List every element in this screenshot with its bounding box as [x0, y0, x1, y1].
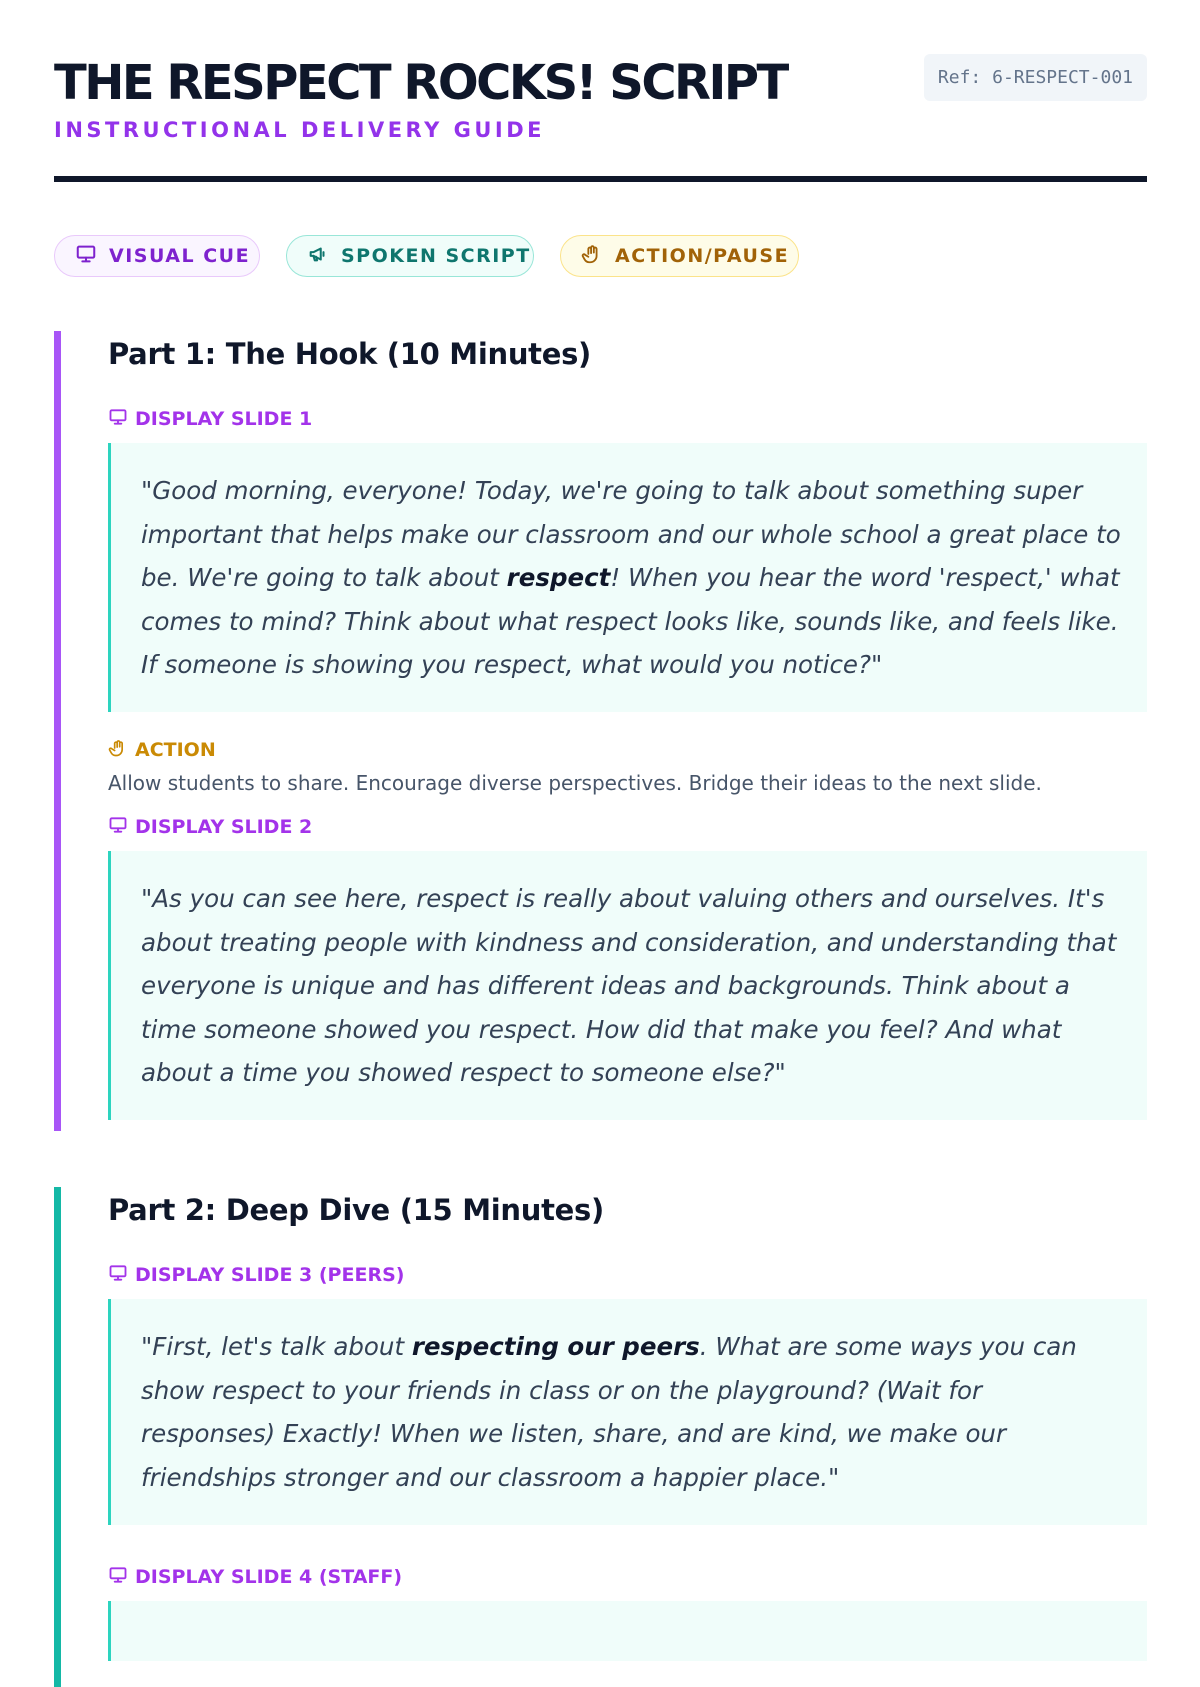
- page-subtitle: INSTRUCTIONAL DELIVERY GUIDE: [54, 118, 545, 142]
- monitor-icon: [108, 1565, 128, 1590]
- script-emphasis: respect: [506, 563, 611, 592]
- action-label: ACTION: [135, 739, 216, 761]
- cue-label: DISPLAY SLIDE 2: [135, 816, 313, 838]
- script-text: "Good morning, everyone! Today, we're going to talk about something super important that helps make our classroom and our whole school a great place to be. We're going to talk about: [141, 476, 1121, 592]
- script-text: ! When you hear the word 'respect,' what comes to mind? Think about what respect looks like, sounds like, and feels like. If someone is showing you respect, what would you notice?": [141, 563, 1120, 679]
- legend-spoken-script: [286, 235, 534, 277]
- section-part-1: [54, 331, 1147, 1131]
- hand-icon: [108, 738, 128, 763]
- cue-label: DISPLAY SLIDE 4 (STAFF): [135, 1566, 403, 1588]
- visual-cue-slide-2: [108, 815, 1147, 839]
- visual-cue-slide-3: [108, 1263, 1147, 1287]
- section-part-2: [54, 1187, 1147, 1687]
- cue-label: DISPLAY SLIDE 1: [135, 408, 313, 430]
- section-title: Part 2: Deep Dive (15 Minutes): [108, 1193, 604, 1227]
- legend-action-label: ACTION/PAUSE: [615, 245, 790, 267]
- legend-action-pause: [560, 235, 799, 277]
- legend-visual-label: VISUAL CUE: [109, 245, 251, 267]
- script-document: [54, 0, 1147, 1588]
- reference-code: Ref: 6-RESPECT-001: [924, 54, 1147, 101]
- monitor-icon: [108, 815, 128, 840]
- legend-visual-cue: [54, 235, 260, 277]
- action-cue: [108, 738, 1147, 762]
- document-header: [54, 0, 1147, 182]
- monitor-icon: [75, 243, 97, 270]
- script-text: . What are some ways you can show respect to your friends in class or on the playground? (Wait for responses) Exactly! When we listen, share, and are kind, we make our friendships stronger and our classroom a happier place.": [141, 1332, 1077, 1492]
- page-title: THE RESPECT ROCKS! SCRIPT: [54, 55, 787, 111]
- section-title: Part 1: The Hook (10 Minutes): [108, 337, 592, 371]
- legend-spoken-label: SPOKEN SCRIPT: [341, 245, 531, 267]
- visual-cue-slide-4: [108, 1565, 1147, 1589]
- visual-cue-slide-1: [108, 407, 1147, 431]
- monitor-icon: [108, 407, 128, 432]
- megaphone-icon: [307, 243, 329, 270]
- spoken-script-block: [108, 443, 1147, 712]
- script-emphasis: respecting our peers: [411, 1332, 700, 1361]
- spoken-script-block: "As you can see here, respect is really about valuing others and ourselves. It's about treating people with kindness and consideration, and understanding that everyone is unique and has different ideas and backgrounds. Think about a time someone showed you respect. How did that make you feel? And what about a time you showed respect to someone else?": [108, 851, 1147, 1120]
- spoken-script-block: [108, 1299, 1147, 1525]
- script-text: "First, let's talk about: [141, 1332, 412, 1361]
- action-instructions: Allow students to share. Encourage diverse perspectives. Bridge their ideas to the next slide.: [108, 771, 1042, 795]
- cue-label: DISPLAY SLIDE 3 (PEERS): [135, 1264, 405, 1286]
- monitor-icon: [108, 1263, 128, 1288]
- spoken-script-block: [108, 1601, 1147, 1661]
- hand-icon: [581, 243, 603, 270]
